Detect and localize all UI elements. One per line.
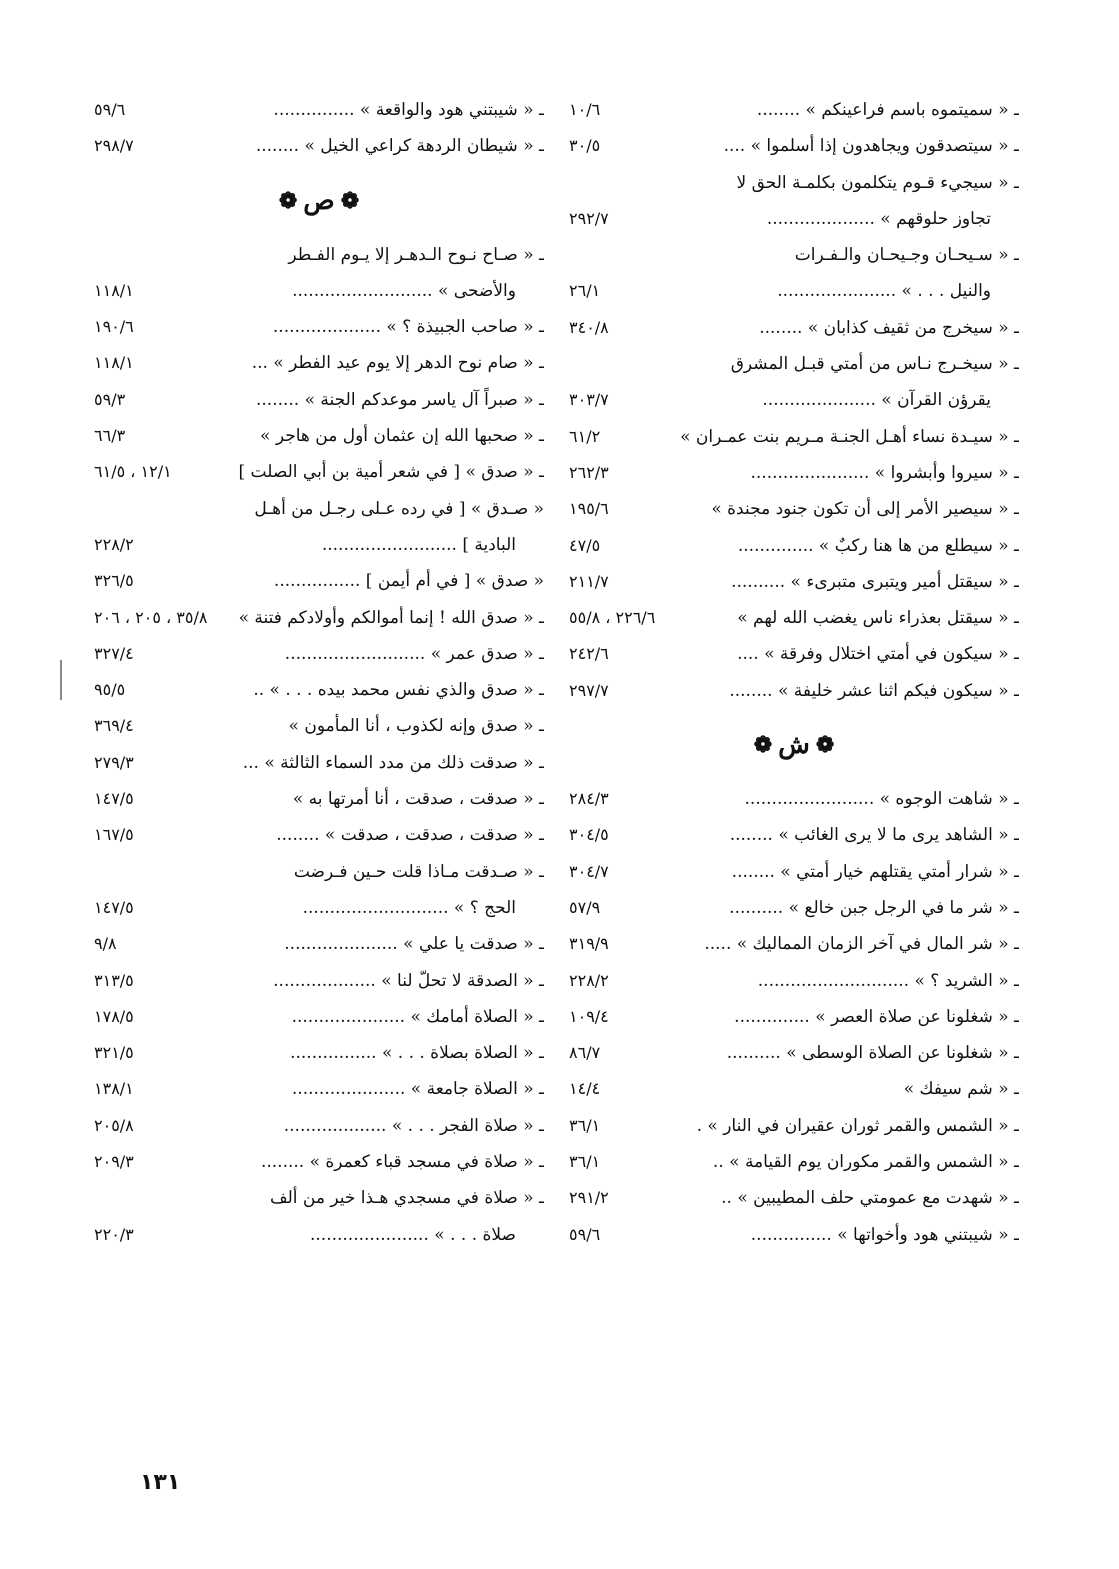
index-entry [569, 1108, 1019, 1144]
entry-line [94, 817, 544, 853]
entry-text: ـ « صلاة الفجر . . . » ................... [283, 1115, 544, 1136]
index-entry [94, 309, 544, 345]
entry-text: ـ « سيقتل بعذراء ناس يغضب الله لهم » [737, 608, 1019, 629]
index-entry [94, 418, 544, 454]
entry-reference: ٦٦/٣ [94, 426, 126, 446]
entry-text: ـ « سيطلع من ها هنا ركبٌ » .............. [737, 535, 1019, 556]
entry-line [94, 418, 544, 454]
ornament-left-icon: ❁ [815, 732, 835, 759]
entry-line [569, 528, 1019, 564]
index-entry [94, 491, 544, 564]
index-entry [94, 1180, 544, 1253]
entry-reference: ٣٢١/٥ [94, 1043, 134, 1063]
entry-line [569, 999, 1019, 1035]
page-number: ١٣١ [140, 1470, 181, 1495]
entry-text: ـ « سيخـرج نـاس من أمتي قبـل المشرق [730, 354, 1019, 375]
entry-line [569, 237, 1019, 273]
entry-line [569, 926, 1019, 962]
index-entry [94, 745, 544, 781]
ornament-left-icon: ❁ [340, 187, 360, 214]
entry-line [94, 309, 544, 345]
entry-line [94, 1035, 544, 1071]
entry-reference: ٣٠٤/٧ [569, 861, 609, 881]
index-entry [569, 165, 1019, 238]
entry-line [94, 890, 544, 926]
entry-reference: ٤٧/٥ [569, 535, 601, 555]
entry-line [94, 563, 544, 599]
entry-line [569, 273, 1019, 309]
index-entry [569, 128, 1019, 164]
entry-reference: ٣٠٣/٧ [569, 390, 609, 410]
entry-line [94, 1071, 544, 1107]
index-entry [569, 346, 1019, 419]
index-entry [569, 1144, 1019, 1180]
entry-line [569, 854, 1019, 890]
entry-line [569, 310, 1019, 346]
entry-reference: ٣٤٠/٨ [569, 317, 609, 337]
entry-text: ـ « صدق » [ في شعر أمية بن أبي الصلت ] [238, 462, 544, 483]
entry-reference: ٩٥/٥ [94, 680, 126, 700]
entry-text: ـ « صلاة في مسجد قباء كعمرة » ........ [260, 1152, 544, 1173]
entry-line [94, 527, 544, 563]
entry-text: ـ « صـدقت مـاذا قلت حـين فـرضت [293, 861, 544, 882]
index-entry [94, 600, 544, 636]
entry-reference: ١٤/٤ [569, 1079, 601, 1099]
index-entry [569, 310, 1019, 346]
entry-reference: ١٦٧/٥ [94, 825, 134, 845]
entry-line [94, 382, 544, 418]
entry-line [569, 1071, 1019, 1107]
index-entry [94, 1144, 544, 1180]
entry-text: ـ « الصدقة لا تحلّ لنا » ................... [273, 970, 544, 991]
section-letter: ص [303, 185, 335, 216]
entry-reference: ٢٩٧/٧ [569, 680, 609, 700]
entry-text: البادية ] ......................... [321, 534, 516, 555]
entry-line [94, 92, 544, 128]
entry-line [94, 1180, 544, 1216]
index-entry [94, 672, 544, 708]
entry-reference: ٣٠٤/٥ [569, 825, 609, 845]
index-entry [569, 781, 1019, 817]
entry-line [569, 890, 1019, 926]
entry-line [569, 346, 1019, 382]
entry-text: ـ « سيتصدقون ويجاهدون إذا أسلموا » .... [723, 136, 1019, 157]
entry-line [569, 128, 1019, 164]
entry-reference: ٣٥/٨ ، ٢٠٥ ، ٢٠٦ [94, 607, 208, 627]
entry-text: صلاة . . . » ...................... [309, 1224, 516, 1245]
entry-line [569, 92, 1019, 128]
index-entry [94, 708, 544, 744]
entry-reference: ٢٠٩/٣ [94, 1152, 134, 1172]
entry-text: ـ « شغلونا عن الصلاة الوسطى » .......... [726, 1043, 1019, 1064]
ornament-right-icon: ❁ [753, 732, 773, 759]
entry-text: والنيل . . . » ...................... [777, 281, 991, 302]
entry-text: ـ « صدقت ، صدقت ، أنا أمرتها به » [292, 789, 544, 810]
index-entry [94, 781, 544, 817]
entry-line [569, 491, 1019, 527]
entry-text: ـ « صدق والذي نفس محمد بيده . . . » .. [253, 680, 544, 701]
index-entry [94, 237, 544, 310]
entry-reference: ٢٠٥/٨ [94, 1115, 134, 1135]
entry-line [94, 963, 544, 999]
entry-line [94, 600, 544, 636]
index-entry [569, 854, 1019, 890]
index-entry [569, 92, 1019, 128]
entry-line [569, 600, 1019, 636]
index-entry [569, 491, 1019, 527]
entry-text: ـ « صدق وإنه لكذوب ، أنا المأمون » [288, 716, 544, 737]
entry-line [94, 491, 544, 527]
section-heading-shin [569, 709, 1019, 781]
entry-text: ـ « شر ما في الرجل جبن خالع » .......... [729, 897, 1019, 918]
index-entry [569, 1035, 1019, 1071]
entry-line [569, 963, 1019, 999]
entry-text: ـ « الشمس والقمر مكوران يوم القيامة » .. [712, 1152, 1019, 1173]
entry-reference: ٢٧٩/٣ [94, 752, 134, 772]
index-entry [569, 419, 1019, 455]
entry-line [94, 273, 544, 309]
entry-text: ـ « سيخرج من ثقيف كذابان » ........ [759, 317, 1019, 338]
entry-line [94, 854, 544, 890]
index-entry [94, 1071, 544, 1107]
entry-text: « صدق » [ في أم أيمن ] ................ [273, 571, 544, 592]
entry-text: ـ « سيكون فيكم اثنا عشر خليفة » ........ [729, 680, 1019, 701]
index-entry [94, 1108, 544, 1144]
entry-text: ـ « صدقت ذلك من مدد السماء الثالثة » ... [242, 752, 544, 773]
entry-reference: ١٤٧/٥ [94, 789, 134, 809]
entry-text: ـ « سميتموه باسم فراعينكم » ........ [756, 100, 1019, 120]
index-entry [94, 563, 544, 599]
entry-text: ـ « الشاهد يرى ما لا يرى الغائب » ........ [729, 825, 1019, 846]
index-entry [94, 92, 544, 128]
entry-text: ـ « شهدت مع عمومتي حلف المطيبين » .. [721, 1188, 1019, 1209]
entry-text: تجاوز حلوقهم » .................... [766, 208, 991, 229]
entry-line [94, 999, 544, 1035]
entry-text: ـ « سيروا وأبشروا » ...................... [750, 462, 1019, 483]
entry-reference: ٣٦/١ [569, 1152, 601, 1172]
entry-reference: ١٠٩/٤ [569, 1006, 609, 1026]
entries-bottom [94, 237, 544, 1253]
entry-line [569, 781, 1019, 817]
entry-line [94, 1144, 544, 1180]
entry-line [94, 1217, 544, 1253]
entry-text: ـ « صلاة في مسجدي هـذا خير من ألف [269, 1188, 544, 1209]
entry-text: ـ « صاحب الجبيذة ؟ » .................... [272, 317, 544, 338]
entry-reference: ٣٢٦/٥ [94, 571, 134, 591]
entry-reference: ٨٦/٧ [569, 1043, 601, 1063]
entry-text: ـ « شغلونا عن صلاة العصر » .............. [734, 1006, 1019, 1027]
index-entry [94, 382, 544, 418]
entry-reference: ٥٩/٣ [94, 389, 126, 409]
entry-line [569, 382, 1019, 418]
entries-top [569, 92, 1019, 709]
entry-reference: ٥٩/٦ [569, 1224, 601, 1244]
entry-reference: ٢٢٨/٢ [569, 970, 609, 990]
entry-reference: ٥٧/٩ [569, 897, 601, 917]
entry-text: ـ « صام نوح الدهر إلا يوم عيد الفطر » ... [251, 353, 544, 374]
entry-line [569, 1144, 1019, 1180]
entry-reference: ١٠/٦ [569, 100, 601, 119]
index-entry [94, 854, 544, 927]
entry-reference: ٣٦٩/٤ [94, 716, 134, 736]
entry-reference: ٢٢٠/٣ [94, 1224, 134, 1244]
index-entry [569, 636, 1019, 672]
entry-text: ـ « صحبها الله إن عثمان أول من هاجر » [260, 426, 544, 447]
right-column [569, 92, 1019, 1253]
entry-line [94, 454, 544, 490]
entry-reference: ١٧٨/٥ [94, 1006, 134, 1026]
index-entry [569, 999, 1019, 1035]
entry-text: ـ « شيطان الردهة كراعي الخيل » ........ [255, 136, 544, 157]
entries-top [94, 92, 544, 165]
entry-text: ـ « سيصير الأمر إلى أن تكون جنود مجندة » [711, 499, 1019, 520]
index-entry [94, 926, 544, 962]
entry-text: ـ « سيـدة نساء أهـل الجنـة مـريم بنت عمـران » [680, 426, 1019, 447]
index-entry [94, 999, 544, 1035]
entry-line [94, 926, 544, 962]
index-entry [569, 600, 1019, 636]
entry-reference: ١٩٥/٦ [569, 499, 609, 519]
entry-reference: ٩/٨ [94, 934, 117, 954]
entry-line [569, 1180, 1019, 1216]
left-column [94, 92, 544, 1253]
index-entry [569, 1180, 1019, 1216]
entry-text: ـ « شيبتني هود وأخواتها » ............... [750, 1224, 1019, 1245]
entry-reference: ١١٨/١ [94, 280, 134, 300]
entry-reference: ٢٤٢/٦ [569, 644, 609, 664]
entry-line [94, 128, 544, 164]
entry-text: ـ « سيجيء قـوم يتكلمون بكلمـة الحق لا [736, 172, 1019, 193]
index-entry [569, 926, 1019, 962]
entry-reference: ٦١/٢ [569, 426, 601, 446]
entry-text: ـ « صدقت يا علي » ..................... [284, 934, 544, 955]
index-entry [569, 528, 1019, 564]
entry-reference: ٢٩١/٢ [569, 1188, 609, 1208]
entry-line [569, 165, 1019, 201]
entry-text: ـ « صدقت ، صدقت ، صدقت » ........ [276, 825, 544, 846]
index-entry [94, 1035, 544, 1071]
entry-line [569, 817, 1019, 853]
entry-reference: ٥٩/٦ [94, 100, 126, 119]
entry-reference: ١١٨/١ [94, 353, 134, 373]
entry-reference: ٢١١/٧ [569, 571, 609, 591]
index-entry [94, 345, 544, 381]
entry-text: ـ « الصلاة أمامك » ..................... [291, 1006, 544, 1027]
entry-text: الحج ؟ » ........................... [302, 897, 516, 918]
section-letter: ش [778, 730, 810, 761]
entry-text: ـ « سـيحـان وجـيحـان والـفـرات [794, 245, 1019, 266]
entry-text: ـ « الصلاة بصلاة . . . » ................ [290, 1043, 544, 1064]
entry-text: ـ « الصلاة جامعة » ..................... [291, 1079, 544, 1100]
entry-text: ـ « الشريد ؟ » ............................ [757, 970, 1019, 991]
index-entry [94, 454, 544, 490]
index-entry [569, 890, 1019, 926]
index-entry [569, 963, 1019, 999]
entry-reference: ٢٩٢/٧ [569, 208, 609, 228]
entry-line [94, 745, 544, 781]
entry-reference: ٢٢٦/٦ ، ٥٥/٨ [569, 608, 656, 628]
entry-text: ـ « شر المال في آخر الزمان المماليك » ..... [704, 934, 1019, 955]
entry-line [569, 1108, 1019, 1144]
entry-reference: ٢٦/١ [569, 281, 601, 301]
entry-line [94, 237, 544, 273]
entry-reference: ٣١٣/٥ [94, 970, 134, 990]
entry-text: ـ « شيبتني هود والواقعة » ............... [273, 100, 544, 120]
entry-text: ـ « شم سيفك » [903, 1079, 1019, 1100]
entry-line [94, 672, 544, 708]
margin-mark [60, 660, 62, 700]
index-entry [569, 564, 1019, 600]
entry-text: ـ « صـاح نـوح الـدهـر إلا يـوم الفـطر [288, 244, 544, 265]
entry-text: ـ « الشمس والقمر ثوران عقيران في النار » . [696, 1115, 1019, 1136]
entry-text: ـ « سيكون في أمتي اختلال وفرقة » .... [737, 644, 1019, 665]
entry-reference: ١٤٧/٥ [94, 897, 134, 917]
index-entry [94, 817, 544, 853]
entry-line [569, 1035, 1019, 1071]
entry-line [94, 345, 544, 381]
entry-text: « صـدق » [ في رده عـلى رجـل من أهـل [254, 498, 544, 519]
section-heading-sad [94, 165, 544, 237]
ornament-right-icon: ❁ [278, 187, 298, 214]
entry-line [569, 564, 1019, 600]
index-entry [569, 1071, 1019, 1107]
entry-line [94, 781, 544, 817]
entry-line [94, 636, 544, 672]
entry-reference: ٣٠/٥ [569, 136, 601, 156]
entry-reference: ٢٩٨/٧ [94, 136, 134, 156]
index-entry [569, 673, 1019, 709]
entry-text: ـ « شرار أمتي يقتلهم خيار أمتي » ........ [731, 861, 1019, 882]
entries-bottom [569, 781, 1019, 1253]
entry-reference: ١٩٠/٦ [94, 317, 134, 337]
entry-reference: ٣٦/١ [569, 1115, 601, 1135]
index-entry [569, 1217, 1019, 1253]
entry-line [569, 1217, 1019, 1253]
entry-line [569, 455, 1019, 491]
entry-text: ـ « صدق الله ! إنما أموالكم وأولادكم فتنة » [238, 607, 544, 628]
entry-text: ـ « صبراً آل ياسر موعدكم الجنة » ........ [255, 389, 544, 410]
entry-line [569, 673, 1019, 709]
entry-line [94, 708, 544, 744]
index-entry [569, 817, 1019, 853]
entry-reference: ٣١٩/٩ [569, 934, 609, 954]
entry-text: ـ « صدق عمر » .......................... [284, 643, 544, 664]
entry-text: ـ « شاهت الوجوه » ........................ [744, 789, 1019, 810]
entry-reference: ١٣٨/١ [94, 1079, 134, 1099]
entry-reference: ٢٨٤/٣ [569, 789, 609, 809]
entry-line [569, 419, 1019, 455]
entry-text: ـ « سيقتل أمير ويتبرى متبرىء » .......... [731, 571, 1019, 592]
entry-reference: ٢٦٢/٣ [569, 462, 609, 482]
entry-reference: ١٢/١ ، ٦١/٥ [94, 462, 172, 482]
entry-line [569, 201, 1019, 237]
entry-text: يقرؤن القرآن » ..................... [762, 390, 991, 411]
index-entry [569, 455, 1019, 491]
index-entry [94, 128, 544, 164]
entry-line [94, 1108, 544, 1144]
entry-reference: ٢٢٨/٢ [94, 534, 134, 554]
entry-line [569, 636, 1019, 672]
index-entry [569, 237, 1019, 310]
index-entry [94, 636, 544, 672]
entry-reference: ٣٢٧/٤ [94, 643, 134, 663]
entry-text: والأضحى » .......................... [292, 280, 516, 301]
index-entry [94, 963, 544, 999]
